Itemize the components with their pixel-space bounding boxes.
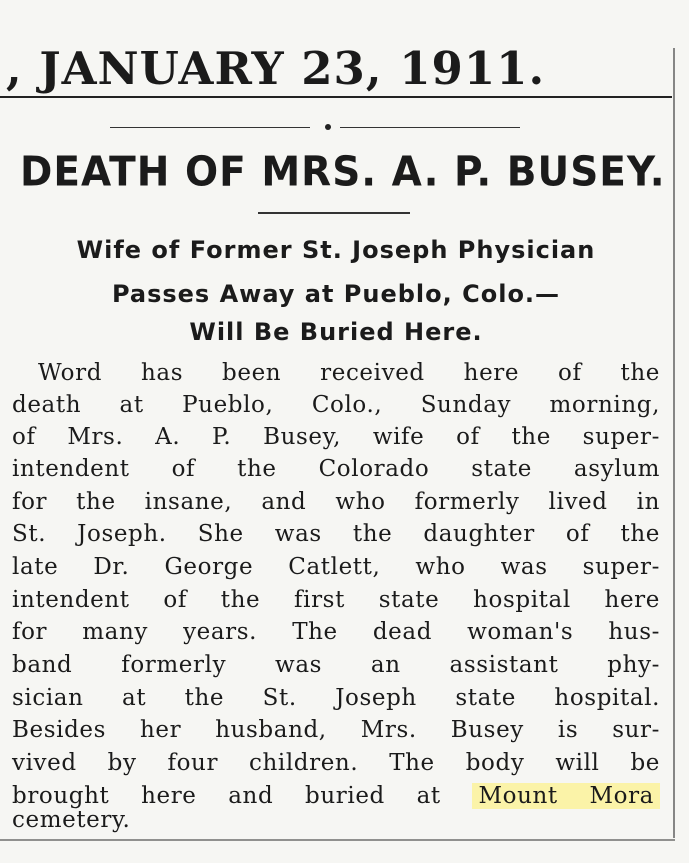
masthead-rule [0,96,672,98]
subheadline-2: Passes Away at Pueblo, Colo.— [111,280,561,308]
body-line: Word has been received here of the [38,360,660,386]
cut-off-line: cemetery. [12,807,131,833]
headline-rule [258,212,410,214]
body-line: for the insane, and who formerly lived in [12,489,660,515]
body-line: band formerly was an assistant phy- [12,652,660,678]
subheadline-3: Will Be Buried Here. [189,318,483,346]
clipping-edge-bottom [0,839,675,841]
body-line: St. Joseph. She was the daughter of the [12,521,660,547]
body-line-last [12,783,660,809]
dateline: , JANUARY 23, 1911. [6,42,546,95]
last-line-prefix: brought here and buried at [12,783,441,809]
body-line: of Mrs. A. P. Busey, wife of the super- [12,424,660,450]
body-line: Besides her husband, Mrs. Busey is sur- [12,717,660,743]
subheadline-1: Wife of Former St. Joseph Physician [76,236,596,264]
body-line: sician at the St. Joseph state hospital. [12,685,660,711]
body-line: late Dr. George Catlett, who was super- [12,554,660,580]
body-line: intendent of the first state hospital here [12,587,660,613]
clipping-edge-right [673,48,675,838]
ornament-rule [110,126,520,130]
highlighted-text: Mount Mora [472,783,660,809]
headline: DEATH OF MRS. A. P. BUSEY. [20,148,666,197]
body-line: vived by four children. The body will be [12,750,660,776]
body-line: for many years. The dead woman's hus- [12,619,660,645]
body-line: intendent of the Colorado state asylum [12,456,660,482]
body-line: death at Pueblo, Colo., Sunday morning, [12,392,660,418]
